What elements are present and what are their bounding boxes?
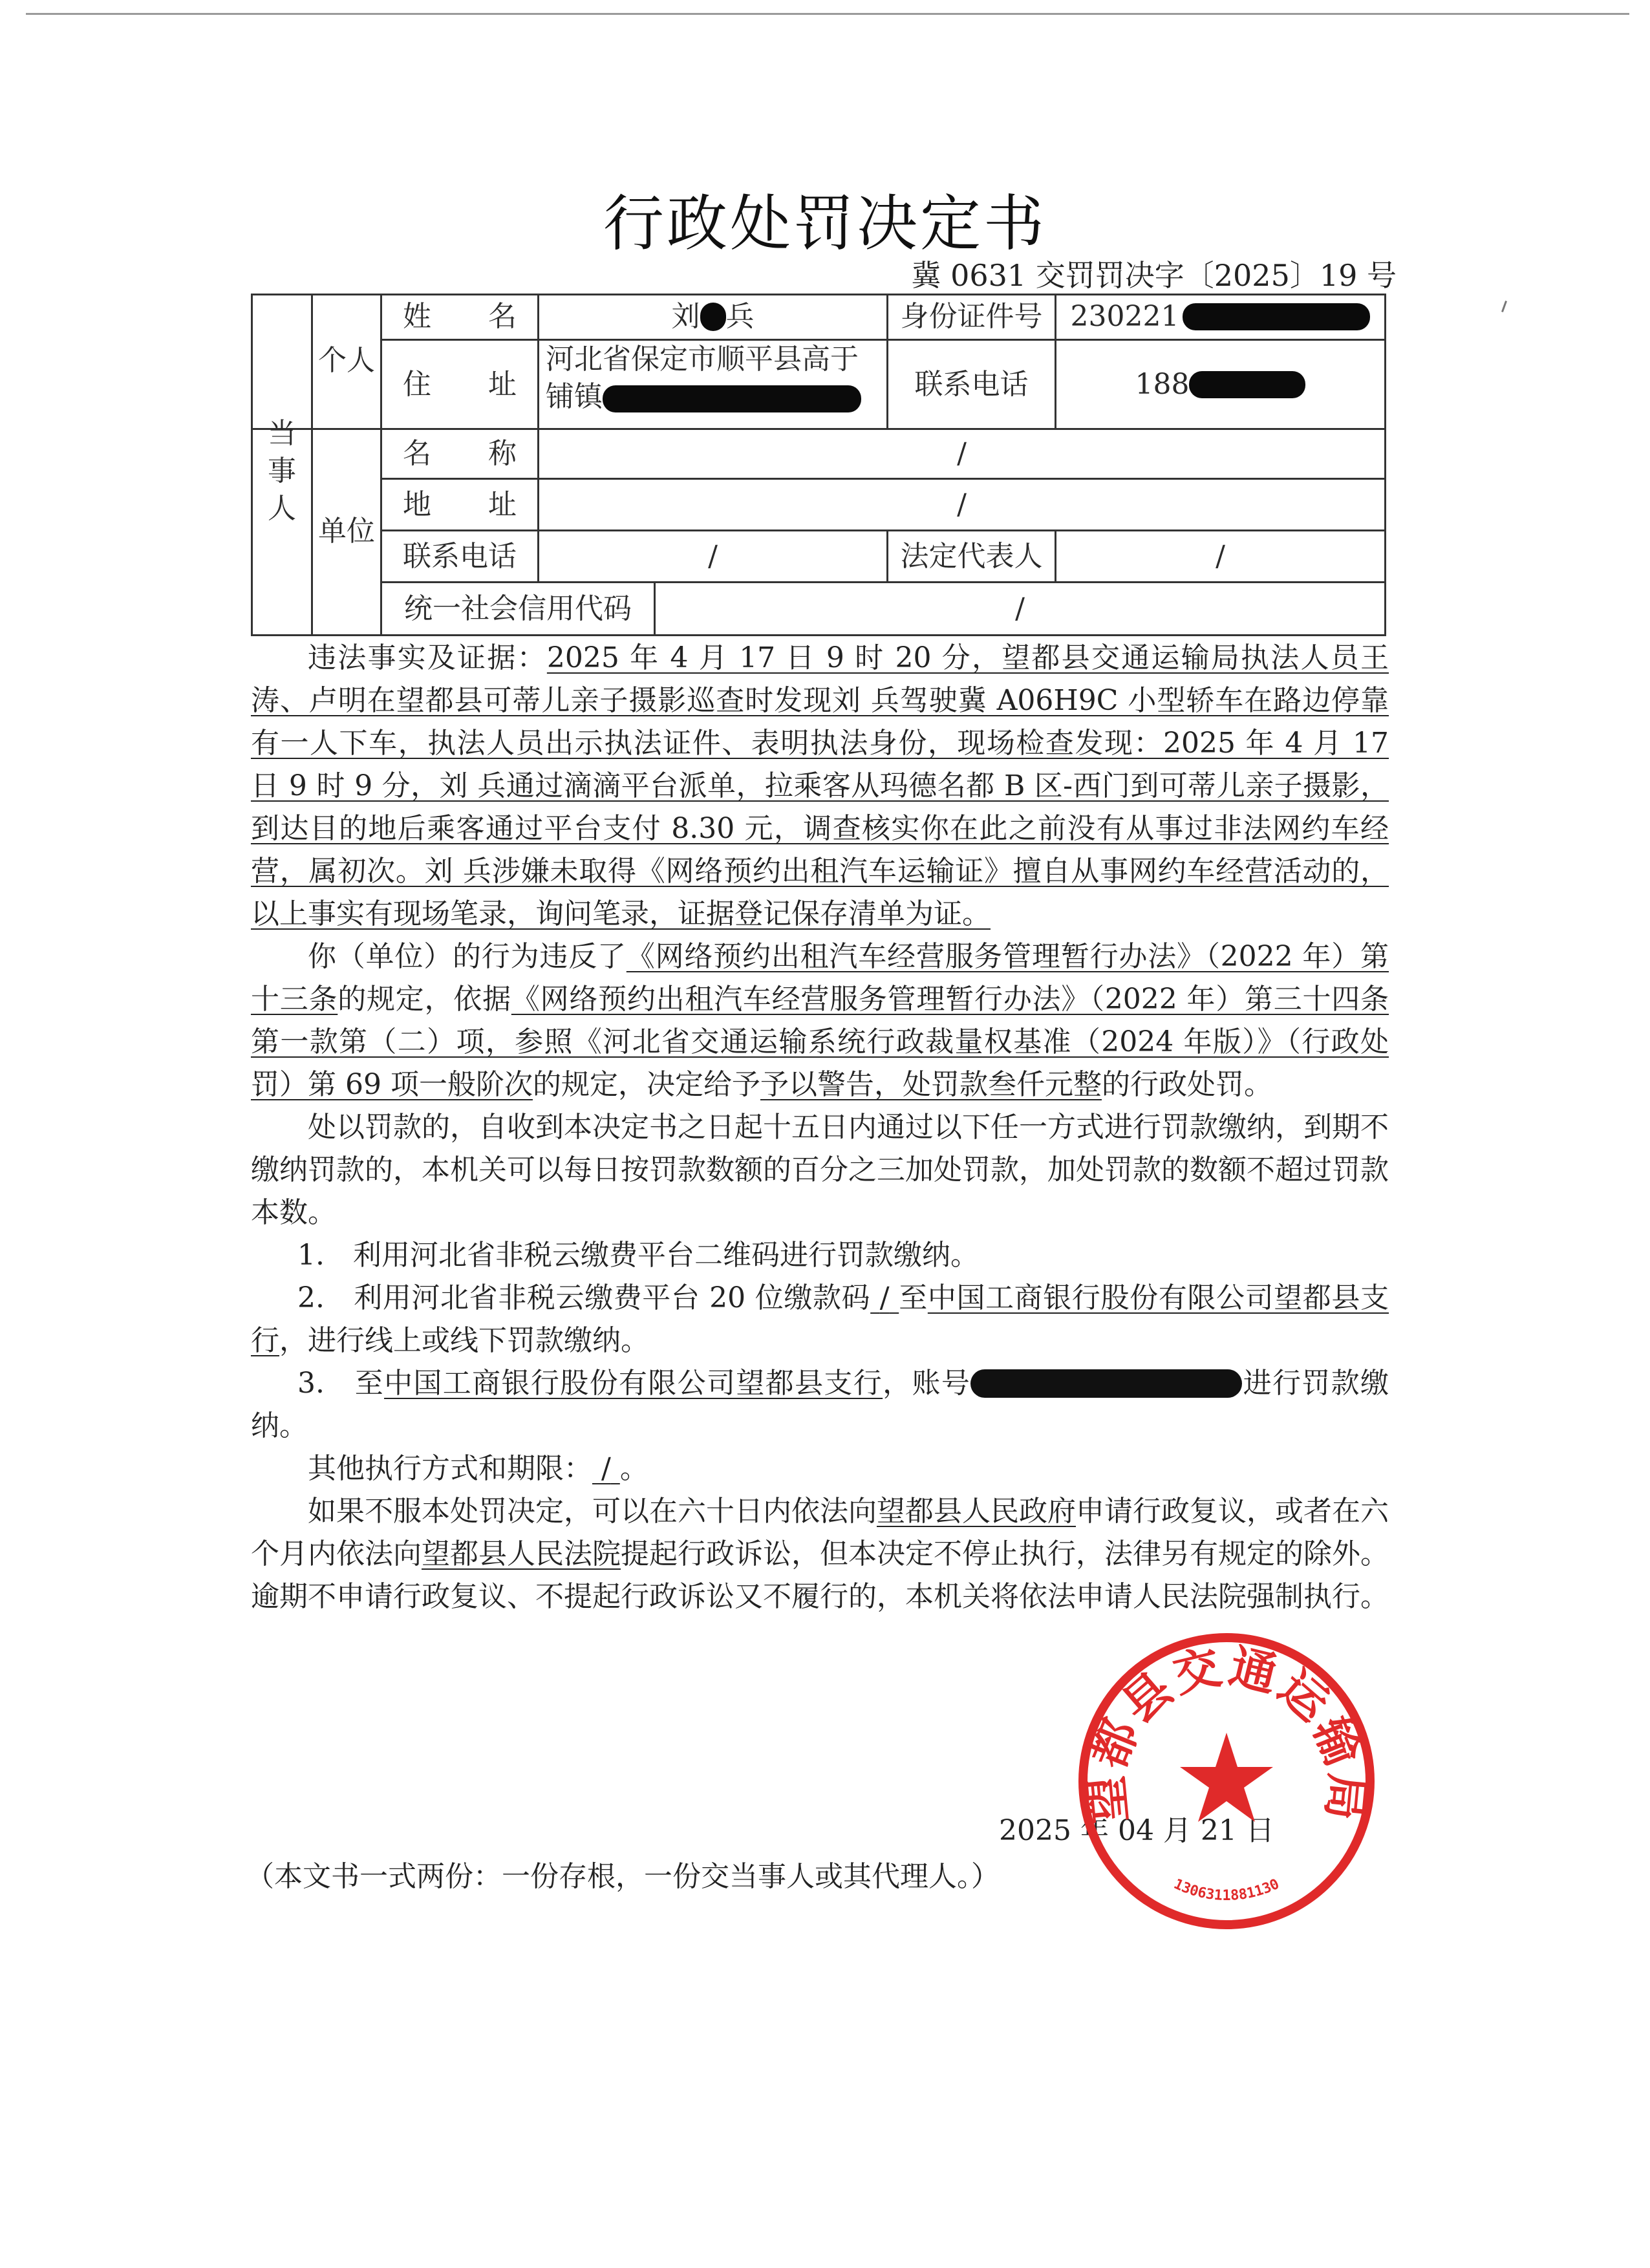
legal-basis: 《网络预约出租汽车经营服务管理暂行办法》（2022 年）第三十四条第一款第（二）项，参照《河北省交通运输系统行政裁量权基准（2024 年版）》（行政处罚）第 69 项一般阶次 [251, 983, 1389, 1101]
other-text-1: 其他执行方式和期限： [308, 1452, 592, 1485]
credit-code-label: 统一社会信用代码 [404, 592, 632, 625]
payment-method-1: 1. 利用河北省非税云缴费平台二维码进行罚款缴纳。 [297, 1239, 979, 1272]
payment-code: / [879, 1281, 890, 1314]
decision-date: 2025 年 04 月 21 日 [999, 1814, 1274, 1847]
other-execution-value: / [601, 1452, 611, 1485]
redacted-account-number [970, 1369, 1242, 1398]
violation-text-2: 的规定，依据 [338, 983, 511, 1016]
legal-rep-value: / [1216, 539, 1225, 573]
seal-code: 1306311881130 [1171, 1876, 1282, 1904]
id-label: 身份证件号 [900, 300, 1043, 333]
method2-text-3: ，进行线上或线下罚款缴纳。 [279, 1324, 649, 1357]
org-address-label: 地 址 [403, 487, 517, 521]
facts-text: 2025 年 4 月 17 日 9 时 20 分，望都县交通运输局执法人员王涛、卢明在望都县可蒂儿亲子摄影巡查时发现刘 兵驾驶冀 A06H9C 小型轿车在路边停靠有一人下车，执法人员出示执法证件、表明执法身份，现场检查发现：2025 年 4 月 17 日 9 时 9 分，刘 兵通过滴滴平台派单，拉乘客从玛德名都 B 区-西门到可蒂儿亲子摄影，到达目的地后乘客通过平台支付 8.30 元，调查核实你在此之前没有从事过非法网约车经营，属初次。刘 兵涉嫌未取得《网络预约出租汽车运输证》擅自从事网约车经营活动的，以上事实有现场笔录，询问笔录，证据登记保存清单为证。 [251, 641, 1389, 930]
address-label: 住 址 [403, 367, 517, 401]
seal-text: 望都县交通运输局 [1078, 1638, 1375, 1826]
org-name-value: / [957, 437, 967, 470]
method3-text-2: ，账号 [883, 1367, 971, 1400]
other-text-2: 。 [619, 1452, 648, 1485]
violation-text-4: 的行政处罚。 [1101, 1068, 1272, 1101]
name-value-suffix: 兵 [725, 300, 755, 333]
phone-label: 联系电话 [914, 367, 1029, 401]
name-label: 姓 名 [403, 300, 517, 333]
party-info-table [251, 294, 1386, 636]
party-label: 当事人 [268, 417, 296, 525]
method3-text-1: 3. 至 [297, 1367, 385, 1400]
redacted-phone [1189, 371, 1305, 398]
org-phone-label: 联系电话 [403, 539, 517, 573]
review-authority: 望都县人民政府 [877, 1495, 1076, 1528]
violation-text-1: 你（单位）的行为违反了 [308, 940, 627, 973]
official-seal [1075, 1629, 1378, 1933]
org-address-value: / [957, 487, 967, 521]
address-line-2: 铺镇 [546, 380, 603, 413]
payment-method-3 [251, 1362, 1389, 1448]
id-value [1056, 295, 1384, 339]
redacted-address [603, 385, 861, 412]
method2-text-1: 2. 利用河北省非税云缴费平台 20 位缴款码 [297, 1281, 871, 1314]
litigation-court: 望都县人民法院 [422, 1537, 621, 1570]
document-title: 行政处罚决定书 [603, 189, 1047, 259]
method2-bank: 中国工商银行股份有限公司望都县支行 [251, 1281, 1389, 1357]
scan-mark [1501, 301, 1507, 312]
appeal-paragraph [251, 1490, 1389, 1618]
violation-text-3: 的规定，决定给予 [532, 1068, 760, 1101]
document-number: 冀 0631 交罚罚决字〔2025〕19 号 [911, 258, 1397, 293]
payment-method-2 [251, 1277, 1389, 1362]
facts-label: 违法事实及证据： [308, 641, 547, 674]
appeal-text-3: 提起行政诉讼，但本决定不停止执行，法律另有规定的除外。逾期不申请行政复议、不提起行政诉讼又不履行的，本机关将依法申请人民法院强制执行。 [251, 1537, 1389, 1613]
organization-label: 单位 [318, 515, 375, 548]
seal-star [1180, 1733, 1273, 1822]
payment-intro: 处以罚款的，自收到本决定书之日起十五日内通过以下任一方式进行罚款缴纳，到期不缴纳罚款的，本机关可以每日按罚款数额的百分之三加处罚款，加处罚款的数额不超过罚款本数。 [251, 1111, 1389, 1229]
violation-paragraph [251, 936, 1389, 1106]
address-line-1: 河北省保定市顺平县高于 [546, 343, 859, 376]
appeal-text-1: 如果不服本处罚决定，可以在六十日内依法向 [308, 1495, 877, 1528]
address-value [546, 341, 886, 428]
redacted-name [700, 303, 726, 331]
name-value-prefix: 刘 [671, 300, 700, 333]
document-body [251, 637, 1389, 1618]
other-execution [251, 1448, 1389, 1490]
appeal-text-2: 申请行政复议，或者在六个月内依法向 [251, 1495, 1389, 1570]
penalty-decision: 予以警告，处罚款叁仟元整 [760, 1068, 1102, 1101]
method3-text-3: 进行罚款缴纳。 [251, 1367, 1389, 1442]
scan-edge-line [26, 13, 1629, 15]
org-phone-value: / [708, 539, 718, 573]
method2-text-2: 至 [899, 1281, 928, 1314]
name-value [539, 295, 886, 339]
redacted-id [1183, 303, 1370, 330]
individual-label: 个人 [318, 344, 375, 377]
copies-note: （本文书一式两份：一份存根，一份交当事人或其代理人。） [246, 1860, 1000, 1893]
phone-value-prefix: 188 [1135, 367, 1190, 401]
facts-paragraph [251, 637, 1389, 936]
phone-value [1056, 341, 1384, 428]
org-name-label: 名 称 [403, 437, 517, 470]
credit-code-value: / [1015, 592, 1025, 625]
method3-bank: 中国工商银行股份有限公司望都县支行 [384, 1367, 883, 1400]
id-value-prefix: 230221 [1070, 300, 1179, 333]
legal-rep-label: 法定代表人 [900, 539, 1043, 573]
violated-law: 《网络预约出租汽车经营服务管理暂行办法》（2022 年）第十三条 [251, 940, 1389, 1016]
